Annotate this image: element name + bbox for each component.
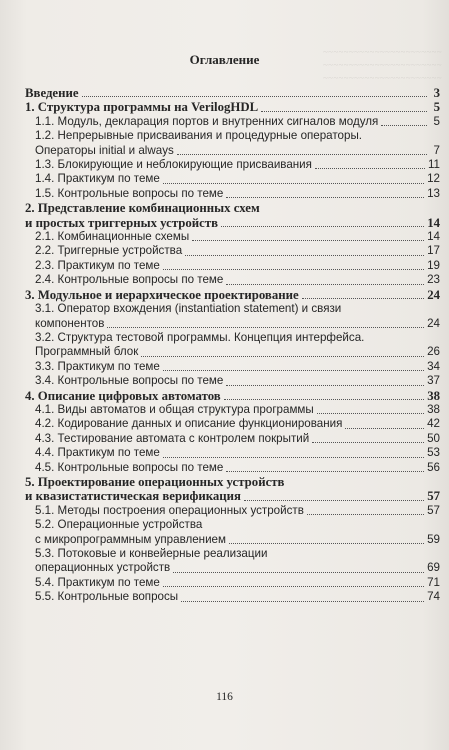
toc-item-5-2[interactable] [25, 533, 440, 547]
leader-dots [163, 269, 424, 270]
toc-section-2-line1[interactable] [25, 201, 440, 215]
toc-entry-label: 1.1. Модуль, декларация портов и внутренних сигналов модуля [35, 114, 379, 128]
toc-page: 56 [427, 460, 440, 474]
toc-page: 19 [427, 258, 440, 272]
toc-item-3-2-line1[interactable]: 3.2. Структура тестовой программы. Концепция интерфейса. [35, 330, 365, 344]
toc-item-4-4[interactable] [25, 446, 440, 460]
toc-section-2[interactable] [25, 216, 440, 230]
toc-page: 42 [427, 417, 440, 431]
leader-dots [226, 471, 424, 472]
toc-page: 38 [427, 388, 440, 403]
leader-dots [261, 111, 427, 112]
toc-page: 59 [427, 532, 440, 546]
toc-intro[interactable] [25, 86, 440, 100]
leader-dots [163, 457, 424, 458]
leader-dots [163, 370, 424, 371]
toc-entry-label: 4.2. Кодирование данных и описание функционирования [35, 417, 343, 431]
toc-item-3-4[interactable] [25, 374, 440, 388]
toc-entry-label: Операторы initial и always [35, 143, 174, 157]
toc-item-5-3-line1[interactable]: 5.3. Потоковые и конвейерные реализации [35, 547, 268, 560]
toc-page: 17 [427, 244, 440, 258]
toc-item-4-3[interactable] [25, 432, 440, 446]
toc-item-3-3[interactable] [25, 360, 440, 374]
toc-entry-label: 2.1. Комбинационные схемы [35, 230, 190, 244]
toc-entry-label: 1.4. Практикум по теме [35, 172, 160, 186]
toc-page: 34 [427, 359, 440, 373]
toc-page: 3 [433, 86, 440, 100]
leader-dots [221, 226, 424, 227]
leader-dots [163, 586, 424, 587]
toc-entry-label: 2.2. Триггерные устройства [35, 244, 183, 258]
toc-page: 14 [427, 230, 440, 244]
toc-item-1-3[interactable] [25, 158, 440, 172]
toc-item-5-1[interactable] [25, 504, 440, 518]
leader-dots [226, 284, 424, 285]
toc-entry-label: 5.4. Практикум по теме [35, 575, 160, 589]
toc-entry-label: с микропрограммным управлением [35, 532, 226, 546]
toc-entry-label: 1.3. Блокирующие и неблокирующие присваивания [35, 158, 312, 172]
toc-page: 24 [427, 316, 440, 330]
leader-dots [315, 168, 425, 169]
toc-item-1-4[interactable] [25, 172, 440, 186]
toc-item-3-1-line1[interactable]: 3.1. Оператор вхождения (instantiation statement) и связи [35, 302, 342, 316]
toc-page: 38 [427, 402, 440, 416]
toc-page: 7 [433, 143, 440, 157]
toc-entry-label: 3. Модульное и иерархическое проектирование [25, 287, 299, 302]
toc-page: 14 [427, 215, 440, 230]
toc-page: 50 [427, 431, 440, 445]
toc-entry-label: 5.5. Контрольные вопросы [35, 590, 179, 604]
toc-page: 74 [427, 590, 440, 604]
toc-page: 53 [427, 446, 440, 460]
toc-entry-label: и квазистатистическая верификация [25, 489, 241, 504]
toc-item-1-1[interactable] [25, 115, 440, 129]
toc-item-4-2[interactable] [25, 417, 440, 431]
toc-item-5-2-line1[interactable]: 5.2. Операционные устройства [35, 518, 203, 532]
page-number: 116 [216, 691, 233, 703]
leader-dots [226, 197, 424, 198]
toc-page: 26 [427, 345, 440, 359]
toc-entry-label: Программный блок [35, 345, 139, 359]
toc-item-1-5[interactable] [25, 187, 440, 201]
toc-section-1[interactable] [25, 100, 440, 114]
toc-item-4-1[interactable] [25, 403, 440, 417]
toc-item-5-4[interactable] [25, 576, 440, 590]
toc-entry-label: Введение [25, 86, 79, 100]
toc-entry-label: 4.1. Виды автоматов и общая структура программы [35, 402, 314, 416]
toc-section-5-line1[interactable] [25, 475, 440, 489]
toc-entry-label: 2. Представление комбинационных схем [25, 201, 260, 216]
toc-entry-label: 3.3. Практикум по теме [35, 359, 160, 373]
leader-dots [244, 500, 424, 501]
leader-dots [229, 543, 424, 544]
table-of-contents [25, 86, 440, 605]
leader-dots [226, 385, 424, 386]
toc-section-3[interactable] [25, 288, 440, 302]
toc-entry-label: операционных устройств [35, 561, 171, 575]
leader-dots [192, 240, 424, 241]
leader-dots [312, 442, 424, 443]
toc-page: 5 [433, 100, 440, 115]
leader-dots [185, 255, 424, 256]
toc-entry-label: 3.4. Контрольные вопросы по теме [35, 374, 224, 388]
toc-entry-label: 5. Проектирование операционных устройств [25, 474, 285, 489]
leader-dots [107, 327, 424, 328]
leader-dots [141, 356, 424, 357]
leader-dots [173, 572, 424, 573]
toc-entry-label: 2.4. Контрольные вопросы по теме [35, 273, 224, 287]
leader-dots [177, 154, 427, 155]
toc-entry-label: 4.5. Контрольные вопросы по теме [35, 460, 224, 474]
toc-page: 57 [427, 503, 440, 517]
toc-page: 69 [427, 561, 440, 575]
toc-page: 11 [427, 158, 440, 172]
toc-page: 24 [427, 287, 440, 302]
toc-item-1-2[interactable] [25, 144, 440, 158]
leader-dots [163, 183, 424, 184]
toc-page: 23 [427, 273, 440, 287]
toc-item-5-3[interactable] [25, 561, 440, 575]
toc-entry-label: 1.5. Контрольные вопросы по теме [35, 186, 224, 200]
toc-section-4[interactable] [25, 389, 440, 403]
toc-title: Оглавление [189, 52, 260, 67]
toc-entry-label: и простых триггерных устройств [25, 215, 219, 230]
leader-dots [381, 125, 427, 126]
toc-entry-label: 2.3. Практикум по теме [35, 258, 160, 272]
toc-page: 13 [427, 186, 440, 200]
leader-dots [302, 298, 425, 299]
toc-page: 71 [427, 575, 440, 589]
leader-dots [317, 413, 424, 414]
toc-entry-label: 4.4. Практикум по теме [35, 446, 160, 460]
leader-dots [181, 601, 424, 602]
toc-entry-label: компонентов [35, 316, 105, 330]
toc-entry-label: 1. Структура программы на VerilogHDL [25, 100, 259, 115]
leader-dots [345, 428, 424, 429]
toc-page: 57 [427, 489, 440, 504]
toc-entry-label: 5.1. Методы построения операционных устройств [35, 503, 304, 517]
toc-page: 12 [427, 172, 440, 186]
toc-item-1-2-line1[interactable]: 1.2. Непрерывные присваивания и процедурные операторы. [35, 129, 363, 143]
show-through-text: ~~~~~~~~~~~~~~~~~~~~~~~ ~~~~~~~~~~~~~~~~~~~~~~~ ~~~~~~~~~~~~~~~~~~~~~~~ [323, 47, 442, 83]
leader-dots [82, 96, 427, 97]
toc-page: 5 [433, 114, 440, 128]
toc-item-2-2[interactable] [25, 244, 440, 258]
toc-item-5-5[interactable] [25, 590, 440, 604]
leader-dots [224, 399, 424, 400]
toc-item-2-4[interactable] [25, 273, 440, 287]
toc-item-3-1[interactable] [25, 317, 440, 331]
toc-section-5[interactable] [25, 489, 440, 503]
toc-item-2-1[interactable] [25, 230, 440, 244]
toc-page: 37 [427, 374, 440, 388]
leader-dots [307, 514, 424, 515]
toc-item-3-2[interactable] [25, 345, 440, 359]
toc-item-4-5[interactable] [25, 461, 440, 475]
toc-entry-label: 4.3. Тестирование автомата с контролем покрытий [35, 431, 310, 445]
toc-item-2-3[interactable] [25, 259, 440, 273]
toc-entry-label: 4. Описание цифровых автоматов [25, 388, 221, 403]
